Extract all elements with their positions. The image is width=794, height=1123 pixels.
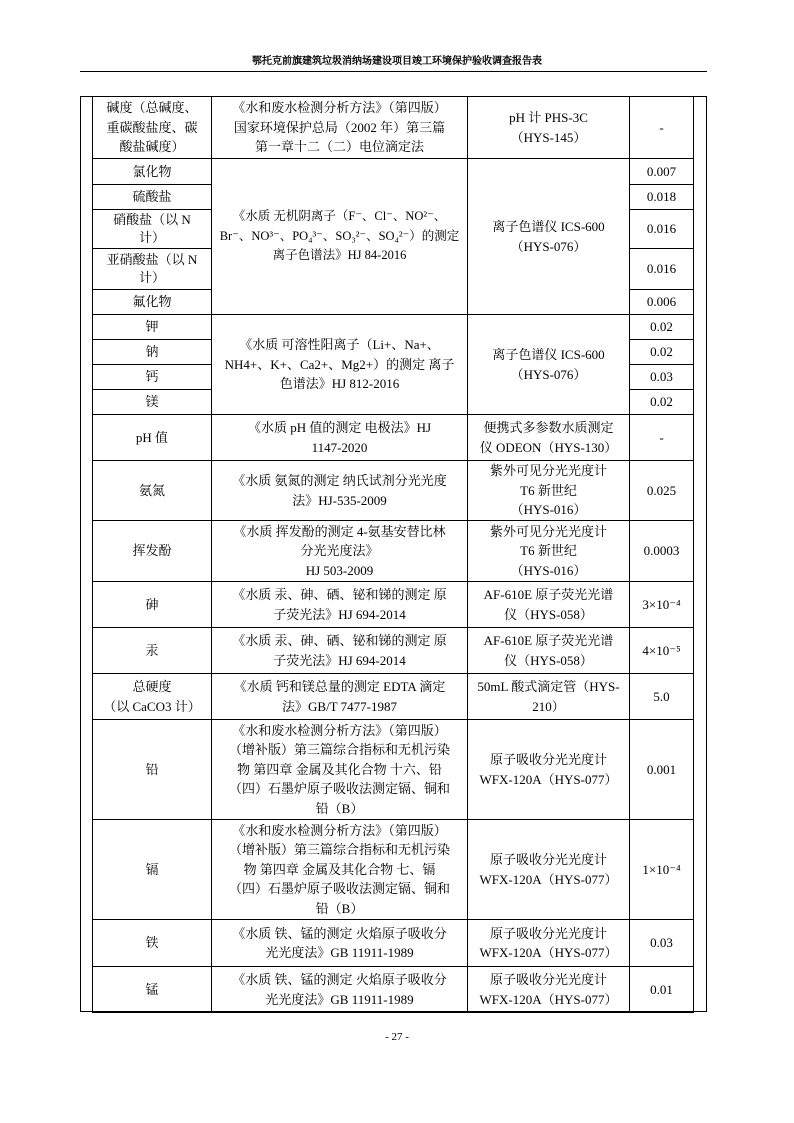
item-cell: 氨氮 [93,461,212,521]
header-divider [80,71,707,72]
limit-cell: 5.0 [630,674,694,720]
cation-method-cell: 《水质 可溶性阳离子（Li+、Na+、 NH4+、K+、Ca2+、Mg2+）的测定 离子 色谱法》HJ 812-2016 [212,315,468,415]
table-row [93,674,694,720]
instrument-cell: 紫外可见分光光度计 T6 新世纪 （HYS-016） [468,521,630,582]
limit-cell: 0.03 [630,365,694,390]
page-number: - 27 - [385,1031,409,1043]
instrument-cell: AF-610E 原子荧光光谱 仪（HYS-058） [468,582,630,628]
limit-cell: 0.0003 [630,521,694,582]
method-cell: 《水质 钙和镁总量的测定 EDTA 滴定 法》GB/T 7477-1987 [212,674,468,720]
table-row [93,97,694,159]
instrument-cell: 原子吸收分光光度计 WFX-120A（HYS-077） [468,920,630,967]
instrument-cell: 原子吸收分光光度计 WFX-120A（HYS-077） [468,820,630,920]
limit-cell: 0.016 [630,249,694,290]
table-frame [80,96,707,1012]
detection-method-table [92,96,694,1013]
table-row [93,521,694,582]
table-row [93,415,694,461]
item-cell: 钙 [93,365,212,390]
item-cell: 钠 [93,340,212,365]
instrument-cell: AF-610E 原子荧光光谱 仪（HYS-058） [468,628,630,674]
limit-cell: 0.016 [630,210,694,249]
item-cell: 锰 [93,967,212,1013]
anion-instrument-cell: 离子色谱仪 ICS-600 （HYS-076） [468,159,630,315]
limit-cell: 0.02 [630,340,694,365]
instrument-cell: 原子吸收分光光度计 WFX-120A（HYS-077） [468,967,630,1013]
table-row [93,159,694,185]
limit-cell: 0.006 [630,290,694,315]
method-cell: 《水和废水检测分析方法》（第四版） 国家环境保护总局（2002 年）第三篇 第一章十二（二）电位滴定法 [212,97,468,159]
instrument-cell: pH 计 PHS-3C （HYS-145） [468,97,630,159]
item-cell: 硝酸盐（以 N 计） [93,210,212,249]
item-cell: pH 值 [93,415,212,461]
item-cell: 铅 [93,720,212,820]
item-cell: 硫酸盐 [93,185,212,210]
instrument-cell: 50mL 酸式滴定管（HYS- 210） [468,674,630,720]
method-cell: 《水和废水检测分析方法》（第四版） （增补版）第三篇综合指标和无机污染 物 第四章 金属及其化合物 七、镉 （四）石墨炉原子吸收法测定镉、铜和 铅（B） [212,820,468,920]
report-header-title: 鄂托克前旗建筑垃圾消纳场建设项目竣工环境保护验收调查报告表 [252,56,542,67]
item-cell: 镁 [93,390,212,415]
limit-cell: 0.02 [630,390,694,415]
method-cell: 《水质 pH 值的测定 电极法》HJ 1147-2020 [212,415,468,461]
table-row [93,582,694,628]
item-cell: 亚硝酸盐（以 N 计） [93,249,212,290]
cation-instrument-cell: 离子色谱仪 ICS-600 （HYS-076） [468,315,630,415]
limit-cell: 0.001 [630,720,694,820]
item-cell: 碱度（总碱度、 重碳酸盐度、碳 酸盐碱度） [93,97,212,159]
item-cell: 挥发酚 [93,521,212,582]
table-row [93,920,694,967]
item-cell: 钾 [93,315,212,340]
table-row [93,720,694,820]
item-cell: 氟化物 [93,290,212,315]
limit-cell: 0.02 [630,315,694,340]
limit-cell: - [630,415,694,461]
limit-cell: 0.03 [630,920,694,967]
method-cell: 《水质 铁、锰的测定 火焰原子吸收分 光光度法》GB 11911-1989 [212,967,468,1013]
anion-method-cell: 《水质 无机阴离子（F⁻、Cl⁻、NO²⁻、 Br⁻、NO³⁻、PO₄³⁻、SO₃²⁻、SO₄²⁻）的测定 离子色谱法》HJ 84-2016 [212,159,468,315]
item-cell: 砷 [93,582,212,628]
item-cell: 镉 [93,820,212,920]
method-cell: 《水质 汞、砷、硒、铋和锑的测定 原 子荧光法》HJ 694-2014 [212,628,468,674]
limit-cell: 0.01 [630,967,694,1013]
method-cell: 《水和废水检测分析方法》（第四版） （增补版）第三篇综合指标和无机污染 物 第四章 金属及其化合物 十六、铅 （四）石墨炉原子吸收法测定镉、铜和 铅（B） [212,720,468,820]
instrument-cell: 便携式多参数水质测定 仪 ODEON（HYS-130） [468,415,630,461]
method-cell: 《水质 铁、锰的测定 火焰原子吸收分 光光度法》GB 11911-1989 [212,920,468,967]
item-cell: 总硬度 （以 CaCO3 计） [93,674,212,720]
table-row [93,315,694,340]
table-row [93,820,694,920]
limit-cell: 4×10⁻⁵ [630,628,694,674]
table-row [93,628,694,674]
method-cell: 《水质 汞、砷、硒、铋和锑的测定 原 子荧光法》HJ 694-2014 [212,582,468,628]
limit-cell: 0.007 [630,159,694,185]
instrument-cell: 紫外可见分光光度计 T6 新世纪 （HYS-016） [468,461,630,521]
table-row [93,967,694,1013]
limit-cell: 0.018 [630,185,694,210]
limit-cell: 3×10⁻⁴ [630,582,694,628]
limit-cell: 1×10⁻⁴ [630,820,694,920]
method-cell: 《水质 挥发酚的测定 4-氨基安替比林 分光光度法》 HJ 503-2009 [212,521,468,582]
item-cell: 氯化物 [93,159,212,185]
limit-cell: - [630,97,694,159]
item-cell: 汞 [93,628,212,674]
item-cell: 铁 [93,920,212,967]
method-cell: 《水质 氨氮的测定 纳氏试剂分光光度 法》HJ-535-2009 [212,461,468,521]
table-row [93,461,694,521]
instrument-cell: 原子吸收分光光度计 WFX-120A（HYS-077） [468,720,630,820]
limit-cell: 0.025 [630,461,694,521]
